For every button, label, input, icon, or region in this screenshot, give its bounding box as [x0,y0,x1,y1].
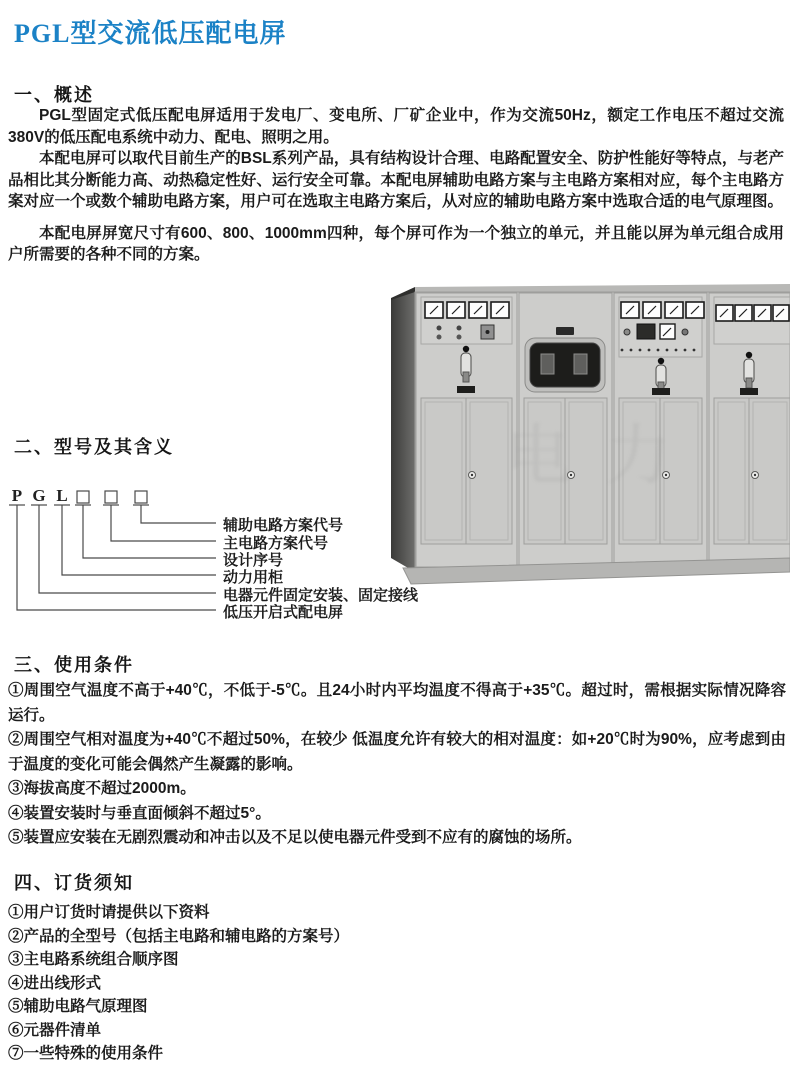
ordering-notes-list [8,901,786,1065]
order-item: ④进出线形式 [8,974,102,992]
panel3-instruments [619,297,704,357]
order-item: ①用户订货时请提供以下资料 [8,904,210,921]
model-label-open-type: 低压开启式配电屏 [223,604,344,621]
model-label-main-circuit: 主电路方案代号 [223,535,329,552]
condition-item: ③海拔高度不超过2000m。 [8,780,196,797]
order-item: ⑦一些特殊的使用条件 [8,1045,164,1062]
model-letter-p: P [11,486,23,505]
model-diagram [8,486,448,628]
order-item: ⑤辅助电路气原理图 [8,998,148,1015]
overview-paragraphs [8,105,784,266]
condition-item: ④装置安装时与垂直面倾斜不超过5°。 [8,804,271,822]
model-label-aux-circuit: 辅助电路方案代号 [223,517,344,534]
order-item: ②产品的全型号（包括主电路和辅电路的方案号） [8,927,350,945]
panel4-instruments [714,297,790,344]
order-item: ③主电路系统组合顺序图 [8,951,179,968]
model-letter-g: G [32,486,46,505]
model-label-fixed-mount: 电器元件固定安装、固定接线 [223,587,419,604]
model-label-design-no: 设计序号 [223,552,284,569]
overview-paragraph: 本配电屏屏宽尺寸有600、800、1000mm四种，每个屏可作为一个独立的单元，并且能以屏为单元组合成用户所需要的各种不同的方案。 [8,224,784,263]
usage-conditions-list [8,679,786,851]
section-1-heading: 一、概述 [14,85,94,105]
model-letter-l: L [56,486,68,505]
watermark: 电力 [505,418,705,492]
overview-paragraph: PGL型固定式低压配电屏适用于发电厂、变电所、厂矿企业中，作为交流50Hz，额定工作电压不超过交流380V的低压配电系统中动力、配电、照明之用。 [8,107,784,146]
panel1-instruments [421,297,512,344]
section-2-heading: 二、型号及其含义 [14,437,174,457]
section-4-heading: 四、订货须知 [14,873,134,893]
section-3-heading: 三、使用条件 [14,655,134,675]
condition-item: ⑤装置应安装在无剧烈震动和冲击以及不足以使电器元件受到不应有的腐蚀的场所。 [8,829,582,846]
order-item: ⑥元器件清单 [8,1021,102,1039]
condition-item: ①周围空气温度不高于+40℃，不低于-5℃。且24小时内平均温度不得高于+35℃。超过时，需根据实际情况降容运行。 [8,682,786,724]
model-label-power-cabinet: 动力用柜 [223,569,284,586]
condition-item: ②周围空气相对温度为+40℃不超过50%，在较少 低温度允许有较大的相对温度：如+20℃时为90%，应考虑到由于温度的变化可能会偶然产生凝露的影响。 [8,731,786,773]
overview-paragraph: 本配电屏可以取代目前生产的BSL系列产品，具有结构设计合理、电路配置安全、防护性能好等特点，与老产品相比其分断能力高、动热稳定性好、运行安全可靠。本配电屏辅助电路方案与主电路方案相对应，每个主电路方案对应一个或数个辅助电路方案，用户可在选取主电路方案后，从对应的辅助电路方案中选取合适的电气原理图。 [8,150,784,210]
page-title: PGL型交流低压配电屏 [14,19,287,48]
